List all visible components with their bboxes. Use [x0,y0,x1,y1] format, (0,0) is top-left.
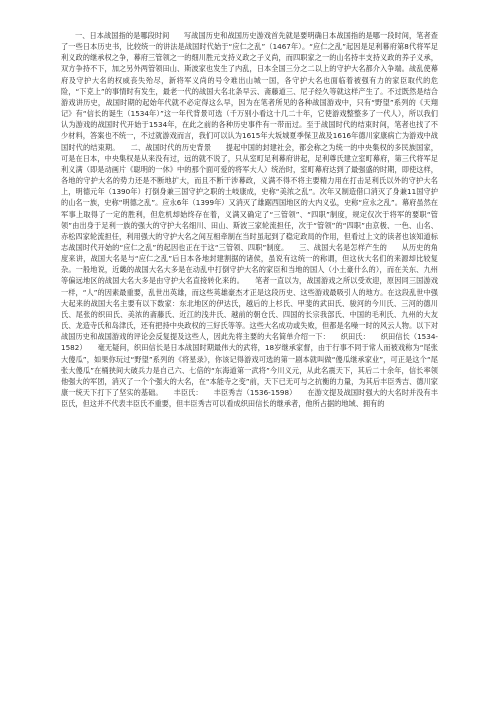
document-page [61,30,438,409]
body-text: 一、日本战国指的是哪段时间 写战国历史和战国历史游戏首先就是要明确日本战国指的是哪一段时间，笔者查了一些日本历史书，比较统一的讲法是战国时代始于“应仁之乱”（1467年）。“应仁之乱”起因是足利幕府第8代将军足利义政的继承权之争，幕府三管领之一的细川胜元支持义政之子义尚，而四职家之一的山名持丰支持义政的养子义承，双方争持不下，加之另外两管领田山、斯波家也发生了内乱，日本全国三分之二以上的守护大名都介入争端。战乱使幕府及守护大名的权威丧失殆尽，新将军义尚的号令难出山城一国，各守护大名也面临着被强有力的家臣取代的危险，“下克上”的事情时有发生，最老一代的战国大名北条早云、斋藤道三、尼子经久等就这样产生了。不过既然是结合游戏讲历史，战国时期的起始年代就不必定得这么早，因为在笔者所见的各种战国游戏中，只有“野望”系列的《天翔记》有“信长的诞生（1534年）”这一年代背景可选（千万别小看这十几二十年，它使游戏整整多了一代人），所以我们认为游戏的战国时代开始于1534年，在此之前的各种历史事件有一带而过。至于战国时代的结束时间，笔者也找了不少材料，答案也不统一，不过就游戏而言，我们可以认为1615年大坂城夏季保卫战及1616年德川家康病亡为游戏中战国时代的结束期。 二、战国时代的历史背景 提起中国的封建社会，都会称之为统一的中央集权的多民族国家，可是在日本，中央集权是从来没有过，远的就不说了，只从室町足利幕府讲起，足利尊氏建立室町幕府，第三代将军足利义满（即是动画片《聪明的一休》中的那个面可爱的将军大人）统治时，室町幕府达到了最强盛的时期，即使这样，各地的守护大名的势力还是不断地扩大，而且不断干涉幕政，义满不得不将主要精力用在打击足利氏以外的守护大名上，明德元年（1390年）打倒身兼三国守护之职的土岐康成，史称“美浓之乱”。次年又制造借口消灭了身兼11国守护的山名一族，史称“明德之乱”。应永6年（1399年）又消灭了雄踞西国地区的大内义弘，史称“应永之乱”。幕府虽然在军事上取得了一定的胜利，但危机却始终存在着，义满又确定了“三管领”、“四职”制度，规定仅次于将军的要职“管领”由出身于足利一族的强大的守护大名细川、田山、斯波三家轮流担任，次于“管领”的“四职”由京极、一色、山名、赤松四家轮流担任，利用强大的守护大名之间互相牵制在当时虽起到了稳定政局的作用，但看过上文的读者也该知道标志战国时代开始的“应仁之乱”的起因也正在于这“三管领、四职”制度。 三、战国大名是怎样产生的 从历史的角度来讲，战国大名是与“应仁之乱”后日本各地封建割据的诸侯，虽说有这统一的称谓，但这伙大名们的来源却比较复杂。一般地说，近畿的战国大名大多是在动乱中打倒守护大名的家臣和当地的国人（小土豪什么的），而在关东、九州等偏远地区的战国大名大多是由守护大名直接转化来的。 笔者一直以为，战国游戏之所以受欢迎，原因同三国游戏一样，“人”的因素最重要，乱世出英雄，而这些英雄豪杰才正是这段历史、这些游戏最吸引人的地方。在这段乱世中强大起来的战国大名主要有以下数家：东北地区的伊达氏，越后的上杉氏、甲斐的武田氏、骏河的今川氏、三河的德川氏、尾张的织田氏、美浓的斋藤氏、近江的浅井氏、越前的朝仓氏、四国的长宗我部氏、中国的毛利氏、九州的大友氏、龙造寺氏和岛津氏，还有把持中央政权的三好氏等等。这些大名成功或失败，但都是名噪一时的风云人物。以下对战国历史和战国游戏的评论会反复提及这些人，因此先将主要的大名简单介绍一下： 织田氏： 织田信长（1534-1582） 毫无疑问，织田信长是日本战国时期最伟大的武将，18岁继承家督，由于行事不同于常人而被戏称为“尾张大傻瓜”，如果你玩过“野望”系列的《将星录》，你该记得游戏可选的第一剧本就叫做“傻瓜继承家业”，可正是这个“尾张大傻瓜”在桶狭间大破兵力是自己六、七倍的“东海道第一武将”今川义元，从此名震天下，其后二十余年，信长率领他强大的军团，消灭了一个个强大的大名，在“本能寺之变”前，天下已无可与之抗衡的力量，为其后丰臣秀吉、德川家康一统天下打下了坚实的基础。 丰臣氏： 丰臣秀吉（1536-1598） 在游文提及战国时强大的大名时并没有丰臣氏，但这并不代表丰臣氏不重要，但丰臣秀吉可以看成织田信长的继承者，他所占据的地域、拥有的 [61,31,438,409]
